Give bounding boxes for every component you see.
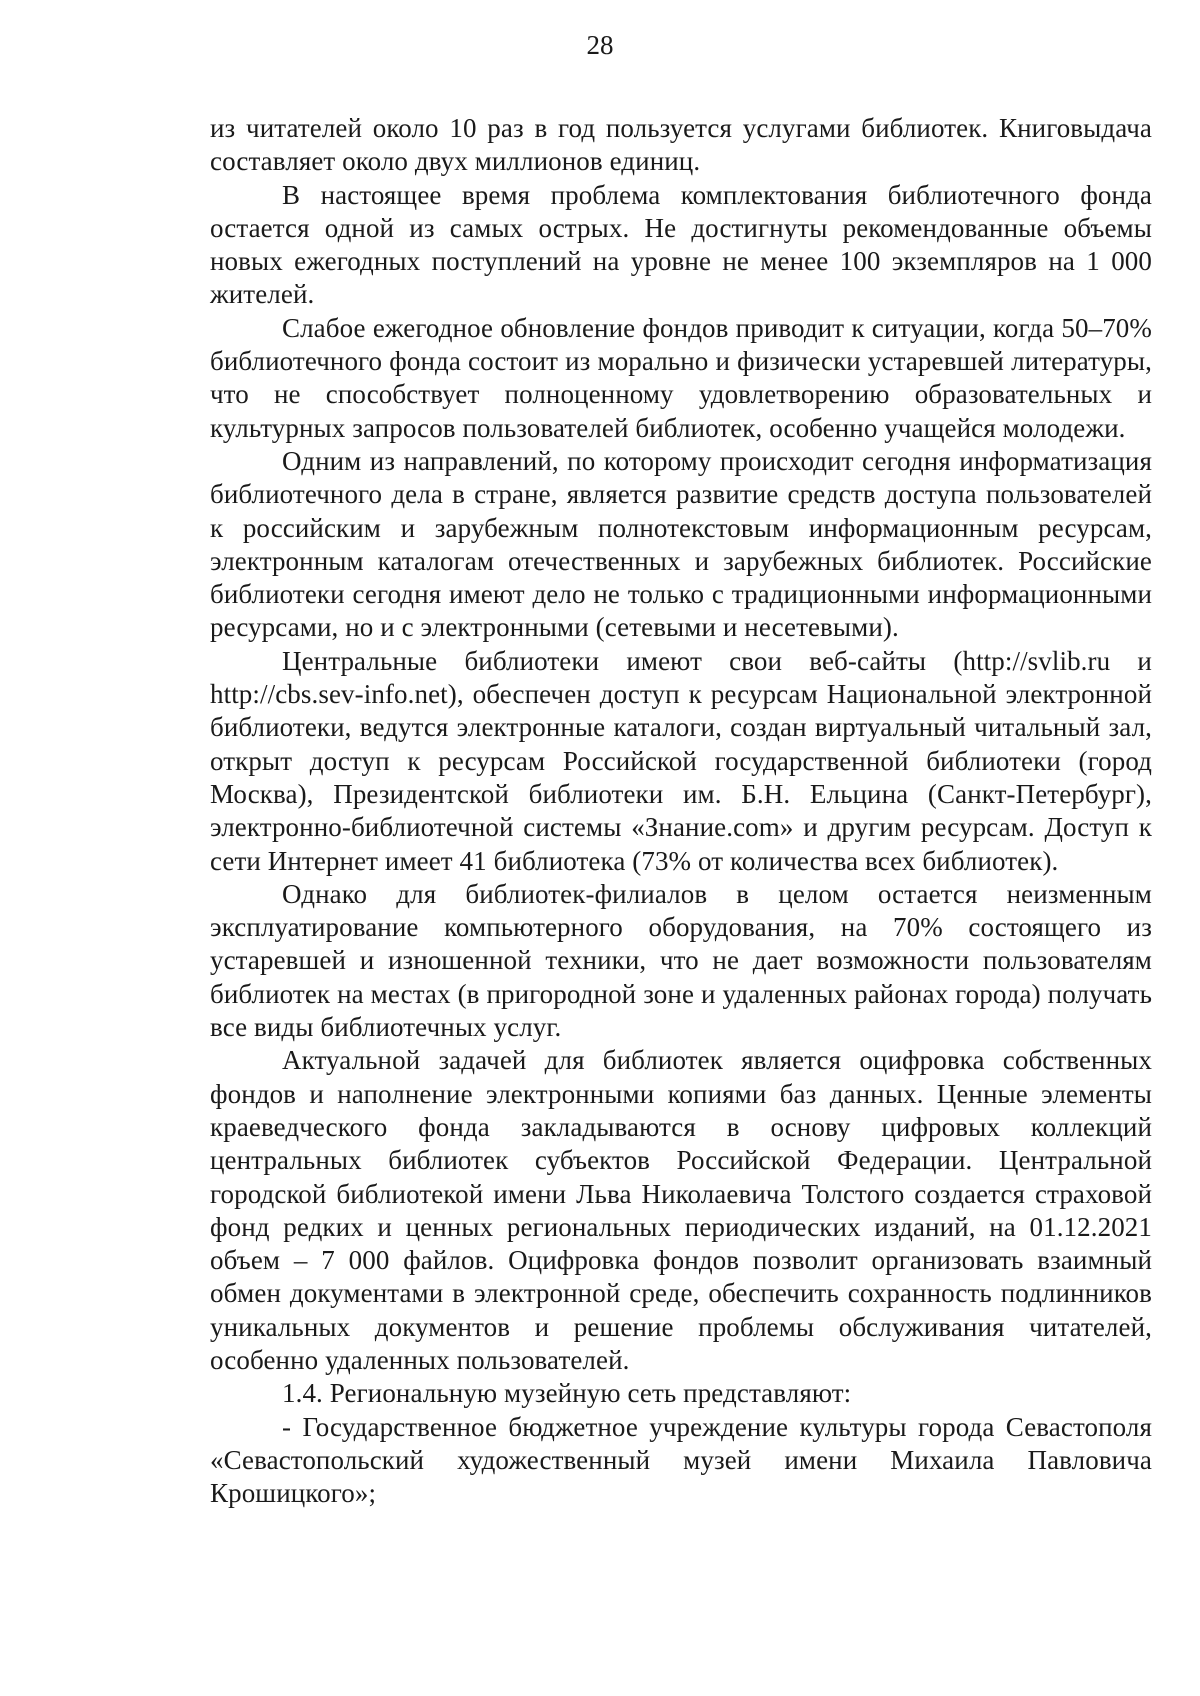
section-heading-museums: 1.4. Региональную музейную сеть представляют: [282,1378,852,1409]
paragraph-digitization: Актуальной задачей для библиотек является оцифровка собственных фондов и наполнение электронными копиями баз данных. Ценные элементы краеведческого фонда закладываются в основу цифровых коллекций центральных библиотек субъектов Российской Федерации. Центральной городской библиотекой имени Льва Николаевича Толстого создается страховой фонд редких и ценных региональных периодических изданий, на 01.12.2021 объем – 7 000 файлов. Оцифровка фондов позволит организовать взаимный обмен документами в электронной среде, обеспечить сохранность подлинников уникальных документов и решение проблемы обслуживания читателей, особенно удаленных пользователей. [210,1045,1152,1375]
paragraph-informatization: Одним из направлений, по которому происходит сегодня информатизация библиотечного дела в стране, является развитие средств доступа пользователей к российским и зарубежным полнотекстовым информационным ресурсам, электронным каталогам отечественных и зарубежных библиотек. Российские библиотеки сегодня имеют дело не только с традиционными информационными ресурсами, но и с электронными (сетевыми и несетевыми). [210,445,1152,643]
paragraph-continuation: из читателей около 10 раз в год пользуется услугами библиотек. Книговыдача составляет около двух миллионов единиц. [210,113,1152,177]
paragraph-central-libraries: Центральные библиотеки имеют свои веб-сайты (http://svlib.ru и http://cbs.sev-info.net), обеспечен доступ к ресурсам Национальной электронной библиотеки, ведутся электронные каталоги, создан виртуальный читальный зал, открыт доступ к ресурсам Российской государственной библиотеки (город Москва), Президентской библиотеки им. Б.Н. Ельцина (Санкт-Петербург), электронно-библиотечной системы «Знание.com» и другим ресурсам. Доступ к сети Интернет имеет 41 библиотека (73% от количества всех библиотек). [210,645,1152,876]
page-number: 28 [586,30,614,60]
document-body [210,112,1152,1510]
list-item-art-museum: - Государственное бюджетное учреждение культуры города Севастополя «Севастопольский художественный музей имени Михаила Павловича Крошицкого»; [210,1411,1152,1509]
paragraph-fund-acquisition: В настоящее время проблема комплектования библиотечного фонда остается одной из самых острых. Не достигнуты рекомендованные объемы новых ежегодных поступлений на уровне не менее 100 экземпляров на 1 000 жителей. [210,179,1152,310]
paragraph-fund-renewal: Слабое ежегодное обновление фондов приводит к ситуации, когда 50–70% библиотечного фонда состоит из морально и физически устаревшей литературы, что не способствует полноценному удовлетворению образовательных и культурных запросов пользователей библиотек, особенно учащейся молодежи. [210,312,1152,443]
paragraph-branch-equipment: Однако для библиотек-филиалов в целом остается неизменным эксплуатирование компьютерного оборудования, на 70% состоящего из устаревшей и изношенной техники, что не дает возможности пользователям библиотек на местах (в пригородной зоне и удаленных районах города) получать все виды библиотечных услуг. [210,878,1152,1043]
